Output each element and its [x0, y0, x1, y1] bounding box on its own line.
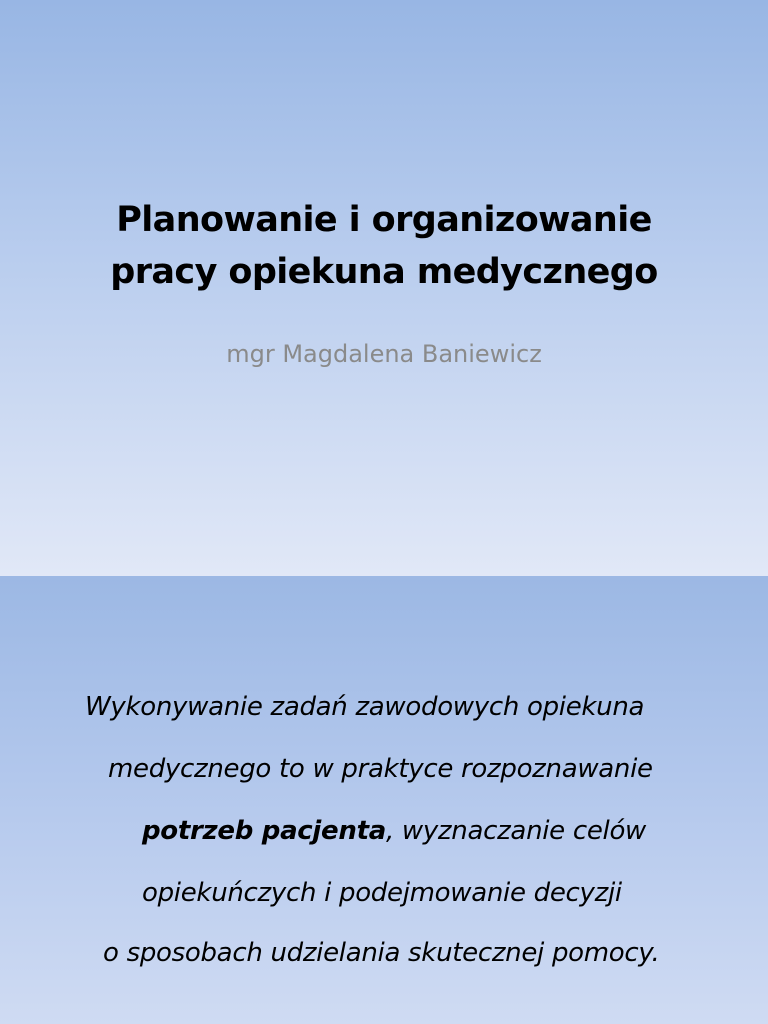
- body-text-emphasis: potrzeb pacjenta: [142, 816, 386, 846]
- body-text-line-1: Wykonywanie zadań zawodowych opiekuna: [85, 692, 645, 722]
- body-text-line-4: opiekuńczych i podejmowanie decyzji: [142, 878, 622, 908]
- body-text-line-3: [142, 813, 646, 849]
- slide-title-line-2: pracy opiekuna medycznego: [110, 252, 658, 292]
- slide-title-line-1: Planowanie i organizowanie: [116, 200, 652, 240]
- body-text-line-5: o sposobach udzielania skutecznej pomocy.: [103, 938, 660, 968]
- body-text-line-3-rest: , wyznaczanie celów: [385, 816, 647, 846]
- slide-title: [0, 194, 768, 298]
- slide-subtitle-author: mgr Magdalena Baniewicz: [226, 340, 542, 368]
- content-slide: [0, 576, 768, 1024]
- body-text-line-2: medycznego to w praktyce rozpoznawanie: [108, 754, 653, 784]
